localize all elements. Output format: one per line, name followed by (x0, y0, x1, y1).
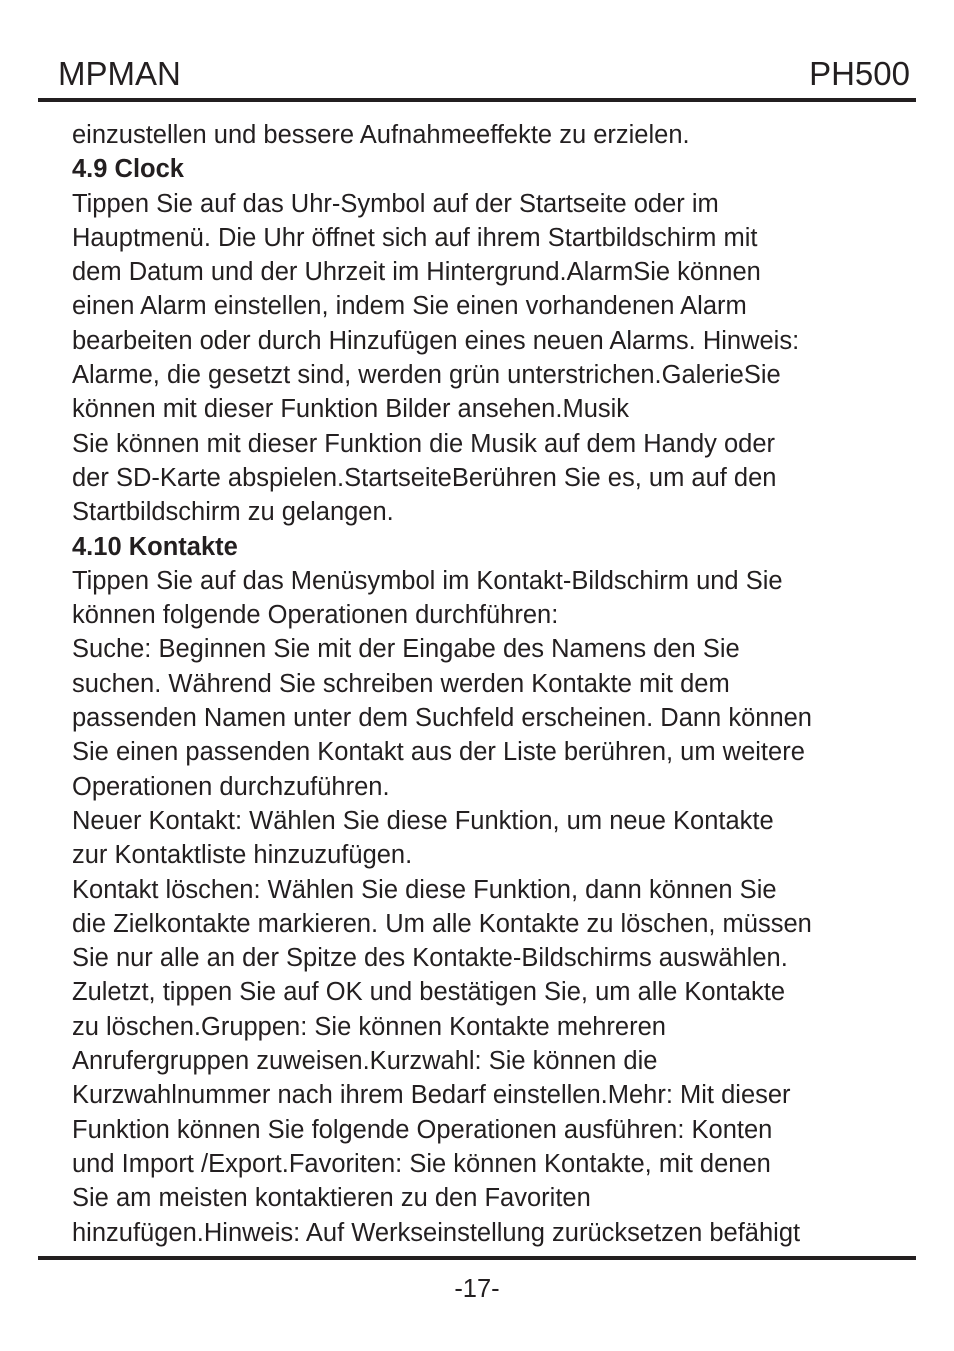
text-line: Sie am meisten kontaktieren zu den Favoriten (72, 1184, 591, 1213)
text-line: Alarme, die gesetzt sind, werden grün unterstrichen.GalerieSie (72, 361, 781, 390)
text-line: Suche: Beginnen Sie mit der Eingabe des Namens den Sie (72, 635, 740, 664)
footer-divider (38, 1256, 916, 1260)
text-line: suchen. Während Sie schreiben werden Kontakte mit dem (72, 669, 730, 698)
text-line: und Import /Export.Favoriten: Sie können Kontakte, mit denen (72, 1149, 771, 1178)
text-line: zu löschen.Gruppen: Sie können Kontakte mehreren (72, 1012, 666, 1041)
text-line: Tippen Sie auf das Menüsymbol im Kontakt-Bildschirm und Sie (72, 566, 783, 595)
text-line: Sie nur alle an der Spitze des Kontakte-Bildschirms auswählen. (72, 944, 788, 973)
text-line: Startbildschirm zu gelangen. (72, 498, 394, 527)
text-line: bearbeiten oder durch Hinzufügen eines neuen Alarms. Hinweis: (72, 326, 800, 355)
header-divider (38, 98, 916, 102)
text-line: Anrufergruppen zuweisen.Kurzwahl: Sie können die (72, 1047, 658, 1076)
text-line: einzustellen und bessere Aufnahmeeffekte zu erzielen. (72, 121, 690, 149)
text-line: können mit dieser Funktion Bilder ansehen.Musik (72, 395, 630, 424)
page-header (38, 52, 916, 100)
text-line: einen Alarm einstellen, indem Sie einen vorhandenen Alarm (72, 292, 747, 321)
text-line: Funktion können Sie folgende Operationen ausführen: Konten (72, 1115, 773, 1144)
text-line: Sie einen passenden Kontakt aus der Liste berühren, um weitere (72, 738, 805, 767)
text-line: hinzufügen.Hinweis: Auf Werkseinstellung zurücksetzen befähigt (72, 1218, 801, 1247)
text-line: Kontakt löschen: Wählen Sie diese Funktion, dann können Sie (72, 875, 777, 904)
text-line: Sie können mit dieser Funktion die Musik auf dem Handy oder (72, 429, 776, 458)
text-line: zur Kontaktliste hinzuzufügen. (72, 841, 413, 870)
section-heading: 4.10 Kontakte (72, 532, 238, 561)
text-line: können folgende Operationen durchführen: (72, 601, 559, 630)
text-line: Neuer Kontakt: Wählen Sie diese Funktion, um neue Kontakte (72, 806, 774, 835)
text-line: Tippen Sie auf das Uhr-Symbol auf der Startseite oder im (72, 189, 719, 218)
text-line: passenden Namen unter dem Suchfeld erscheinen. Dann können (72, 704, 812, 733)
text-line: dem Datum und der Uhrzeit im Hintergrund.AlarmSie können (72, 258, 761, 287)
brand-name: MPMAN (58, 55, 181, 92)
text-line: der SD-Karte abspielen.StartseiteBerühren Sie es, um auf den (72, 463, 777, 492)
text-line: Operationen durchzuführen. (72, 772, 390, 801)
text-line: Hauptmenü. Die Uhr öffnet sich auf ihrem Startbildschirm mit (72, 223, 758, 252)
model-name: PH500 (809, 55, 910, 92)
body-text (72, 118, 902, 1250)
text-line: Kurzwahlnummer nach ihrem Bedarf einstellen.Mehr: Mit dieser (72, 1081, 791, 1110)
text-line: Zuletzt, tippen Sie auf OK und bestätigen Sie, um alle Kontakte (72, 978, 786, 1007)
page-number: -17- (454, 1275, 500, 1303)
section-heading: 4.9 Clock (72, 155, 184, 184)
text-line: die Zielkontakte markieren. Um alle Kontakte zu löschen, müssen (72, 909, 812, 938)
